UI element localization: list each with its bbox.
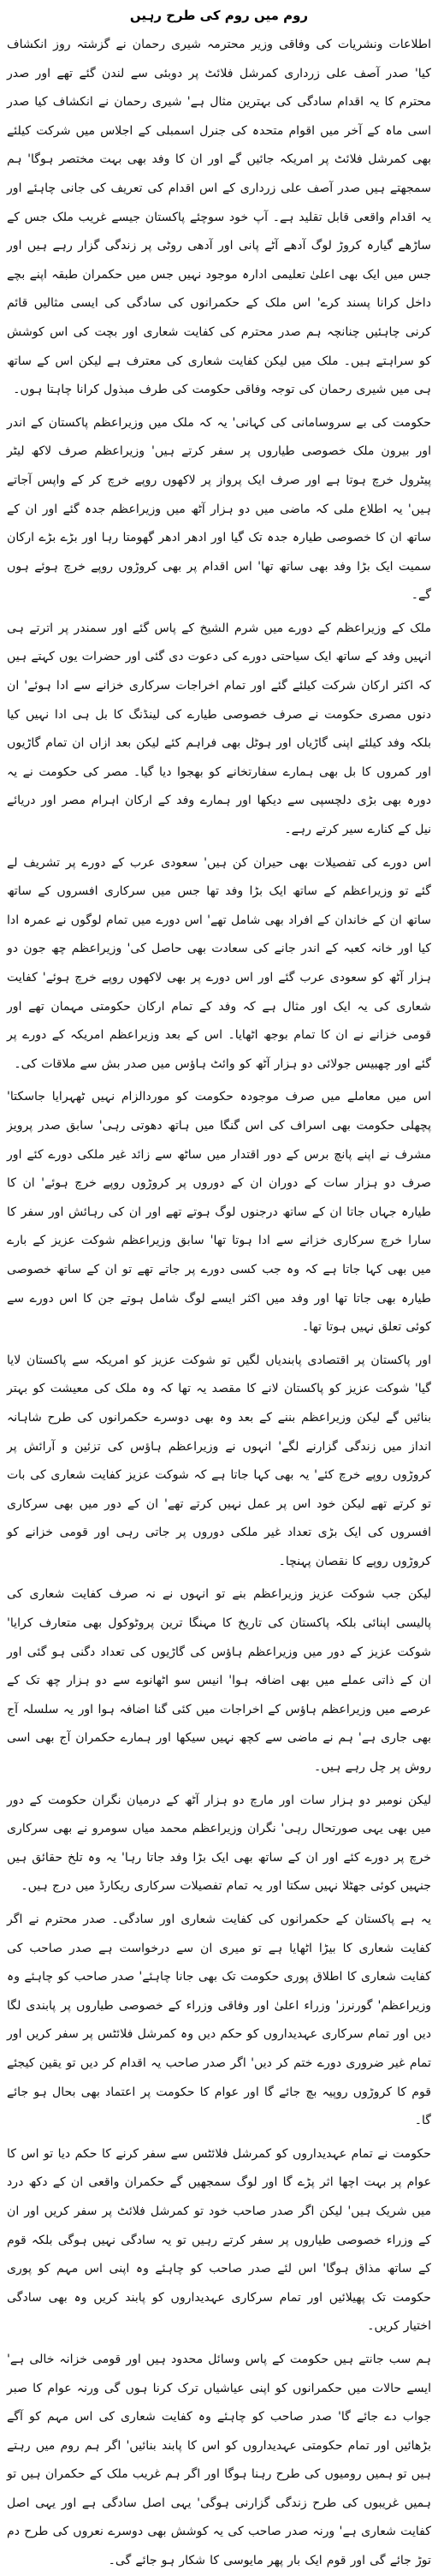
article-paragraph-9: یہ ہے پاکستان کے حکمرانوں کی کفایت شعاری اور سادگی۔ صدر محترم نے اگر کفایت شعاری کا بیڑا اٹھایا ہے تو میری ان سے درخواست ہے صدر صاحب کی کفایت شعاری کا اطلاق پوری حکومت تک بھی جانا چاہئے' صدر صاحب کو چاہئے وہ وزیراعظم' گورنرز' وزراء اعلیٰ اور وفاقی وزراء کے خصوصی طیاروں پر پابندی لگا دیں اور تمام سرکاری عہدیداروں کو حکم دیں وہ کمرشل فلائٹس پر سفر کریں اور تمام غیر ضروری دورے ختم کر دیں' اگر صدر صاحب یہ اقدام کر دیں تو یقین کیجئے قوم کا کروڑوں روپیہ بچ جائے گا اور عوام کا حکومت پر اعتماد بھی بحال ہو جائے گا۔	[7, 1913, 431, 2128]
article-paragraph-8: لیکن نومبر دو ہزار سات اور مارچ دو ہزار آٹھ کے درمیان نگران حکومت کے دور میں بھی یہی صورتحال رہی' نگران وزیراعظم محمد میاں سومرو نے بھی سرکاری خرچ پر دورے کئے اور ان کے ساتھ بھی ایک بڑا وفد جاتا رہا' یہ وہ تلخ حقائق ہیں جنہیں کوئی جھٹلا نہیں سکتا اور یہ تمام تفصیلات سرکاری ریکارڈ میں درج ہیں۔	[7, 1793, 431, 1894]
article-paragraph-7: لیکن جب شوکت عزیز وزیراعظم بنے تو انہوں نے نہ صرف کفایت شعاری کی پالیسی اپنائی بلکہ پاکستان کی تاریخ کا مہنگا ترین پروٹوکول بھی متعارف کرایا' شوکت عزیز کے دور میں وزیراعظم ہاؤس کی گاڑیوں کی تعداد دگنی ہو گئی اور ان کے ذاتی عملے میں بھی اضافہ ہوا' انیس سو اٹھانوے سے دو ہزار چھ تک کے عرصے میں وزیراعظم ہاؤس کے اخراجات میں کئی گنا اضافہ ہوا اور یہ سلسلہ آج بھی جاری ہے' ہم نے ماضی سے کچھ نہیں سیکھا اور ہمارے حکمران آج بھی اسی روش پر چل رہے ہیں۔	[7, 1587, 431, 1775]
article-paragraph-1: اطلاعات ونشریات کی وفاقی وزیر محترمہ شیری رحمان نے گزشتہ روز انکشاف کیا' صدر آصف علی زرداری کمرشل فلائٹ پر دوبئی سے لندن گئے تھے اور صدر محترم کا یہ اقدام سادگی کی بہترین مثال ہے' شیری رحمان نے انکشاف کیا صدر اسی ماہ کے آخر میں اقوام متحدہ کی جنرل اسمبلی کے اجلاس میں شرکت کیلئے بھی کمرشل فلائٹ پر امریکہ جائیں گے اور ان کا وفد بھی بہت مختصر ہوگا' ہم سمجھتے ہیں صدر آصف علی زرداری کے اس اقدام کی تعریف کی جانی چاہئے اور یہ اقدام واقعی قابل تقلید ہے۔ آپ خود سوچئے پاکستان جیسے غریب ملک جس کے ساڑھے گیارہ کروڑ لوگ آدھے آٹے پانی اور آدھی روٹی پر زندگی گزار رہے ہیں اور جس میں ایک بھی اعلیٰ تعلیمی ادارہ موجود نہیں جس میں حکمران طبقہ اپنے بچے داخل کرانا پسند کرے' اس ملک کے حکمرانوں کی سادگی کی ایسی مثالیں قائم کرنی چاہئیں چنانچہ ہم صدر محترم کی کفایت شعاری اور بچت کی اس کوشش کو سراہتے ہیں۔ ملک میں لیکن کفایت شعاری کی معترف ہے لیکن اس کے ساتھ ہی میں شیری رحمان کی توجہ وفاقی حکومت کی طرف مبذول کرانا چاہتا ہوں۔	[7, 38, 431, 397]
article-paragraph-11: ہم سب جانتے ہیں حکومت کے پاس وسائل محدود ہیں اور قومی خزانہ خالی ہے' ایسے حالات میں حکمرانوں کو اپنی عیاشیاں ترک کرنا ہوں گی ورنہ عوام کا صبر جواب دے جائے گا' صدر صاحب کو چاہئے وہ کفایت شعاری کی اس مہم کو آگے بڑھائیں اور تمام حکومتی عہدیداروں کو اس کا پابند بنائیں' اگر ہم روم میں رہتے ہیں تو ہمیں رومیوں کی طرح رہنا ہوگا اور اگر ہم غریب ملک کے حکمران ہیں تو ہمیں غریبوں کی طرح زندگی گزارنی ہوگی' یہی اصل سادگی ہے اور یہی اصل کفایت شعاری ہے' ورنہ صدر صاحب کی یہ کوشش بھی دوسرے نعروں کی طرح دم توڑ جائے گی اور قوم ایک بار پھر مایوسی کا شکار ہو جائے گی۔	[7, 2352, 431, 2568]
article-paragraph-6: اور پاکستان پر اقتصادی پابندیاں لگیں تو شوکت عزیز کو امریکہ سے پاکستان لایا گیا' شوکت عزیز کو پاکستان لانے کا مقصد یہ تھا کہ وہ ملک کی معیشت کو بہتر بنائیں گے لیکن وزیراعظم بننے کے بعد وہ بھی دوسرے حکمرانوں کی طرح شاہانہ انداز میں زندگی گزارنے لگے' انہوں نے وزیراعظم ہاؤس کی تزئین و آرائش پر کروڑوں روپے خرچ کئے' یہ بھی کہا جاتا ہے کہ شوکت عزیز کفایت شعاری کی بات تو کرتے تھے لیکن خود اس پر عمل نہیں کرتے تھے' ان کے دور میں بھی سرکاری افسروں کی ایک بڑی تعداد غیر ملکی دوروں پر جاتی رہی اور قومی خزانے کو کروڑوں روپے کا نقصان پہنچا۔	[7, 1353, 431, 1568]
article-paragraph-3: ملک کے وزیراعظم کے دورے میں شرم الشیخ کے پاس گئے اور سمندر پر اترتے ہی انہیں وفد کے ساتھ ایک سیاحتی دورے کی دعوت دی گئی اور حضرات یوں کہتے ہیں کہ اکثر ارکان شرکت کیلئے گئے اور تمام اخراجات سرکاری خزانے سے ادا ہوئے' ان دنوں مصری حکومت نے صرف خصوصی طیارے کی لینڈنگ کا بل ہی ادا نہیں کیا بلکہ وفد کیلئے اپنی گاڑیاں اور ہوٹل بھی فراہم کئے لیکن بعد ازاں ان تمام گاڑیوں اور کمروں کا بل بھی ہمارے سفارتخانے کو بھجوا دیا گیا۔ مصر کی حکومت نے یہ دورہ بھی بڑی دلچسپی سے دیکھا اور ہمارے وفد کے ارکان اہرام مصر اور دریائے نیل کے کنارے سیر کرتے رہے۔	[7, 621, 431, 837]
article-body	[7, 31, 431, 2576]
article-paragraph-10: حکومت نے تمام عہدیداروں کو کمرشل فلائٹس سے سفر کرنے کا حکم دیا تو اس کا عوام پر بہت اچھا اثر پڑے گا اور لوگ سمجھیں گے حکمران واقعی ان کے دکھ درد میں شریک ہیں' لیکن اگر صدر صاحب خود تو کمرشل فلائٹ پر سفر کریں اور ان کے وزراء خصوصی طیاروں پر سفر کرتے رہیں تو یہ سادگی نہیں ہوگی بلکہ قوم کے ساتھ مذاق ہوگا' اس لئے صدر صاحب کو چاہئے وہ اپنی اس مہم کو پوری حکومت تک پھیلائیں اور تمام سرکاری عہدیداروں کو پابند کریں وہ بھی سادگی اختیار کریں۔	[7, 2146, 431, 2334]
article-paragraph-5: اس میں معاملے میں صرف موجودہ حکومت کو موردالزام نہیں ٹھہرایا جاسکتا' پچھلی حکومت بھی اسراف کی اس گنگا میں ہاتھ دھوتی رہی' سابق صدر پرویز مشرف نے اپنے پانچ برس کے دور اقتدار میں ساٹھ سے زائد غیر ملکی دورے کئے اور صرف دو ہزار سات کے دوران ان کے دوروں پر کروڑوں روپے خرچ ہوئے' ان کا طیارہ جہاں جاتا ان کے ساتھ درجنوں لوگ ہوتے تھے اور ان کی رہائش اور سفر کا سارا خرچ سرکاری خزانے سے ادا ہوتا تھا' سابق وزیراعظم شوکت عزیز کے بارے میں بھی کہا جاتا ہے کہ وہ جب کسی دورے پر جاتے تھے تو ان کے ساتھ خصوصی طیارہ بھی جاتا تھا اور وفد میں اکثر ایسے لوگ شامل ہوتے جن کا اس دورے سے کوئی تعلق نہیں ہوتا تھا۔	[7, 1090, 431, 1335]
article-paragraph-2: حکومت کی بے سروسامانی کی کہانی' یہ کہ ملک میں وزیراعظم پاکستان کے اندر اور بیرون ملک خصوصی طیاروں پر سفر کرتے ہیں' وزیراعظم صرف لاکھ لیٹر پیٹرول خرچ ہوتا ہے اور صرف ایک پرواز پر لاکھوں روپے خرچ کر کے واپس آجاتے ہیں' یہ اطلاع ملی کہ ماضی میں دو ہزار آٹھ میں وزیراعظم جدہ گئے اور ان کے ساتھ ان کا خصوصی طیارہ جدہ تک گیا اور ادھر ادھر گھومتا رہا اور بڑے بڑے ارکان سمیت ایک بڑا وفد بھی ساتھ تھا' اس اقدام پر بھی کروڑوں روپے خرچ ہوئے ہوں گے۔	[7, 415, 431, 603]
article-paragraph-4: اس دورے کی تفصیلات بھی حیران کن ہیں' سعودی عرب کے دورے پر تشریف لے گئے تو وزیراعظم کے ساتھ ایک بڑا وفد تھا جس میں سرکاری افسروں کے ساتھ ساتھ ان کے خاندان کے افراد بھی شامل تھے' اس دورے میں تمام لوگوں نے عمرہ ادا کیا اور خانہ کعبہ کے اندر جانے کی سعادت بھی حاصل کی' وزیراعظم چھ جون دو ہزار آٹھ کو سعودی عرب گئے اور اس دورے پر بھی لاکھوں روپے خرچ ہوئے' کفایت شعاری کی یہ ایک اور مثال ہے کہ وفد کے تمام ارکان حکومتی مہمان تھے اور قومی خزانے نے ان کا تمام بوجھ اٹھایا۔ اس کے بعد وزیراعظم امریکہ کے دورے پر گئے اور چھبیس جولائی دو ہزار آٹھ کو وائٹ ہاؤس میں صدر بش سے ملاقات کی۔	[7, 855, 431, 1071]
article-headline: روم میں روم کی طرح رہیں	[129, 8, 309, 23]
